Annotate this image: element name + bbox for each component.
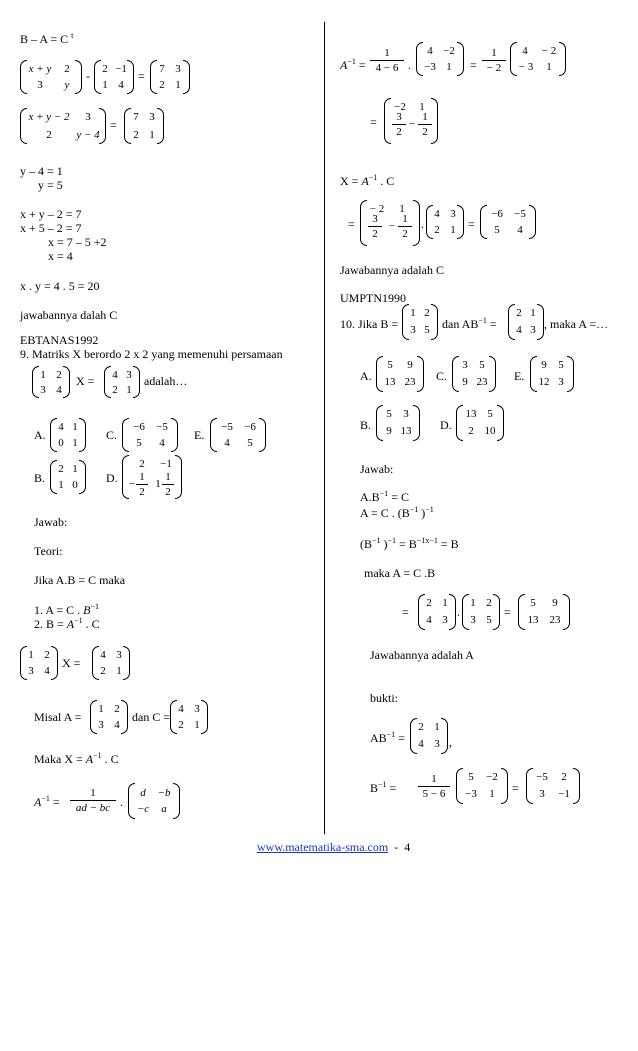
- option-c-label: C.: [106, 428, 118, 442]
- x-equals: X =: [62, 656, 81, 670]
- matrix-eq1-a: x + y 2 3 y: [20, 60, 82, 94]
- footer: [257, 841, 410, 854]
- equals-sign: =: [468, 217, 475, 231]
- question-10: 10. Jika B =: [340, 317, 399, 331]
- dot: .: [120, 795, 123, 809]
- option-c-matrix: 3 5 9 23: [452, 356, 496, 392]
- matrix-adjugate: d −b −c a: [128, 783, 180, 819]
- option-a-matrix: 4 1 0 1: [50, 418, 86, 452]
- x-equals-line: $X = A^{-1}$ . C: [340, 173, 395, 188]
- option-c-label: C.: [436, 369, 448, 383]
- minus-sign: -: [86, 69, 90, 83]
- option-e-label: E.: [194, 428, 205, 442]
- maka-x-line: Maka $X = A^{-1}$ . C: [34, 751, 119, 766]
- equals-sign: =: [110, 118, 117, 132]
- jawab-label: Jawab:: [34, 515, 68, 529]
- option-b-matrix: 5 3 9 13: [376, 405, 420, 441]
- step-3: x + y – 2 = 7: [20, 207, 82, 221]
- matrix-example-b: 4 3 2 1: [92, 646, 130, 680]
- option-d-matrix: 2 −1 − 1 2 1 1 2: [122, 455, 182, 499]
- option-e-label: E.: [514, 369, 525, 383]
- answer-line: Jawabannya adalah A: [370, 648, 474, 662]
- answer-line: Jawabannya adalah C: [340, 263, 444, 277]
- matrix-q9-a: 1 2 3 4: [32, 366, 70, 398]
- option-e-matrix: −5 −6 4 5: [210, 418, 266, 452]
- x-equals: X =: [76, 374, 95, 388]
- dot: .: [421, 217, 424, 231]
- equals-sign: =: [402, 605, 409, 619]
- matrix-misal-a: 1 2 3 4: [90, 700, 128, 734]
- option-a-label: A.: [34, 428, 46, 442]
- column-divider: [324, 22, 325, 834]
- matrix-q10-ab: 2 1 4 3: [508, 304, 544, 340]
- step-6: x = 4: [48, 249, 73, 263]
- option-a-label: A.: [360, 369, 372, 383]
- matrix-r2: 4 − 2 − 3 1: [510, 42, 566, 76]
- equals-sign: =: [138, 69, 145, 83]
- matrix-k3: 5 9 13 23: [518, 594, 570, 630]
- b-inverse-fraction: 1 5 − 6: [418, 773, 450, 800]
- a-inverse-lhs: $A^{-1}$ =: [340, 57, 366, 72]
- matrix-r1: 4 −2 −3 1: [416, 42, 464, 76]
- option-d-matrix: 13 5 2 10: [456, 405, 504, 441]
- step-1: y – 4 = 1: [20, 164, 63, 178]
- question-9: 9. Matriks X berordo 2 x 2 yang memenuhi persamaan: [20, 347, 283, 361]
- source-label: UMPTN1990: [340, 291, 407, 305]
- proof-line-1: $A.B^{-1} = C$: [360, 489, 409, 504]
- proof-line-3: ($B^{-1}$ )$^{-1} = B^{-1x-1} = B$: [360, 536, 459, 551]
- jawab-label: Jawab:: [360, 462, 394, 476]
- equals-sign: =: [370, 115, 377, 129]
- matrix-r4: − 2 1 3 2 − 1 2: [360, 200, 420, 246]
- option-d-label: D.: [440, 418, 452, 432]
- matrix-k1: 2 1 4 3: [418, 594, 456, 630]
- option-c-matrix: −6 −5 5 4: [122, 418, 178, 452]
- matrix-misal-c: 4 3 2 1: [170, 700, 208, 734]
- matrix-r5: 4 3 2 1: [426, 205, 464, 239]
- bukti-label: bukti:: [370, 691, 399, 705]
- option-e-matrix: 9 5 12 3: [530, 356, 574, 392]
- matrix-eq1-c: 7 3 2 1: [150, 60, 190, 94]
- matrix-eq1-b: 2 −1 1 4: [94, 60, 134, 94]
- dot: .: [457, 605, 460, 619]
- equals-sign: =: [348, 217, 355, 231]
- website-link[interactable]: www.matematika-sma.com: [257, 840, 389, 854]
- a-inverse-lhs: $A^{-1}$ =: [34, 794, 60, 809]
- option-b-matrix: 2 1 1 0: [50, 460, 86, 494]
- comma: ,: [449, 735, 452, 749]
- step-7: x . y = 4 . 5 = 20: [20, 279, 100, 293]
- matrix-k2: 1 2 3 5: [462, 594, 500, 630]
- theory-statement: Jika A.B = C maka: [34, 573, 126, 587]
- q10-tail: , maka A =…: [544, 317, 609, 331]
- fraction-2: 1 − 2: [482, 47, 506, 74]
- equals-sign: =: [512, 781, 519, 795]
- matrix-eq2-b: 7 3 2 1: [124, 108, 164, 144]
- matrix-eq2-a: x + y − 2 3 2 y − 4: [20, 108, 106, 144]
- matrix-r3: −2 1 3 2 − 1 2: [384, 98, 438, 144]
- matrix-ab-inverse: 2 1 4 3: [410, 718, 448, 754]
- equals-sign: =: [470, 58, 477, 72]
- matrix-example-a: 1 2 3 4: [20, 646, 58, 680]
- teori-label: Teori:: [34, 544, 63, 558]
- matrix-q9-b: 4 3 2 1: [104, 366, 140, 398]
- dot: .: [408, 58, 411, 72]
- question-tail: adalah…: [144, 374, 188, 388]
- proof-line-4: maka A = C .B: [364, 566, 436, 580]
- option-b-label: B.: [360, 418, 372, 432]
- dan-c-label: dan C =: [132, 710, 171, 724]
- q10-ab-inverse: dan $AB^{-1}$ =: [442, 316, 497, 331]
- option-a-matrix: 5 9 13 23: [376, 356, 424, 392]
- step-2: y = 5: [38, 178, 63, 192]
- answer-line: jawabannya dalah C: [20, 308, 118, 322]
- step-5: x = 7 – 5 +2: [48, 235, 107, 249]
- fraction-1: 1 4 − 6: [370, 47, 404, 74]
- page-number: 4: [404, 840, 411, 854]
- option-d-label: D.: [106, 471, 118, 485]
- matrix-b-adj: 5 −2 −3 1: [456, 768, 508, 804]
- line-b-minus-a: B – A = C $^t$: [20, 31, 74, 46]
- footer-separator: -: [394, 840, 399, 854]
- source-label: EBTANAS1992: [20, 333, 99, 347]
- ab-inverse-lhs: $AB^{-1}$ =: [370, 730, 405, 745]
- rule-2: 2. $B = A^{-1}$ . C: [34, 616, 100, 631]
- matrix-r6: −6 −5 5 4: [480, 205, 536, 239]
- matrix-q10-b: 1 2 3 5: [402, 304, 438, 340]
- matrix-b-inverse: −5 2 3 −1: [526, 768, 580, 804]
- misal-a-label: Misal A =: [34, 710, 82, 724]
- b-inverse-lhs: $B^{-1}$ =: [370, 780, 397, 795]
- equals-sign: =: [504, 605, 511, 619]
- option-b-label: B.: [34, 471, 46, 485]
- rule-1: 1. A = C . $B^{-1}$: [34, 602, 99, 617]
- proof-line-2: A = C . ($B^{-1}$ )$^{-1}$: [360, 505, 434, 520]
- a-inverse-fraction: 1 ad − bc: [70, 787, 116, 814]
- step-4: x + 5 – 2 = 7: [20, 221, 82, 235]
